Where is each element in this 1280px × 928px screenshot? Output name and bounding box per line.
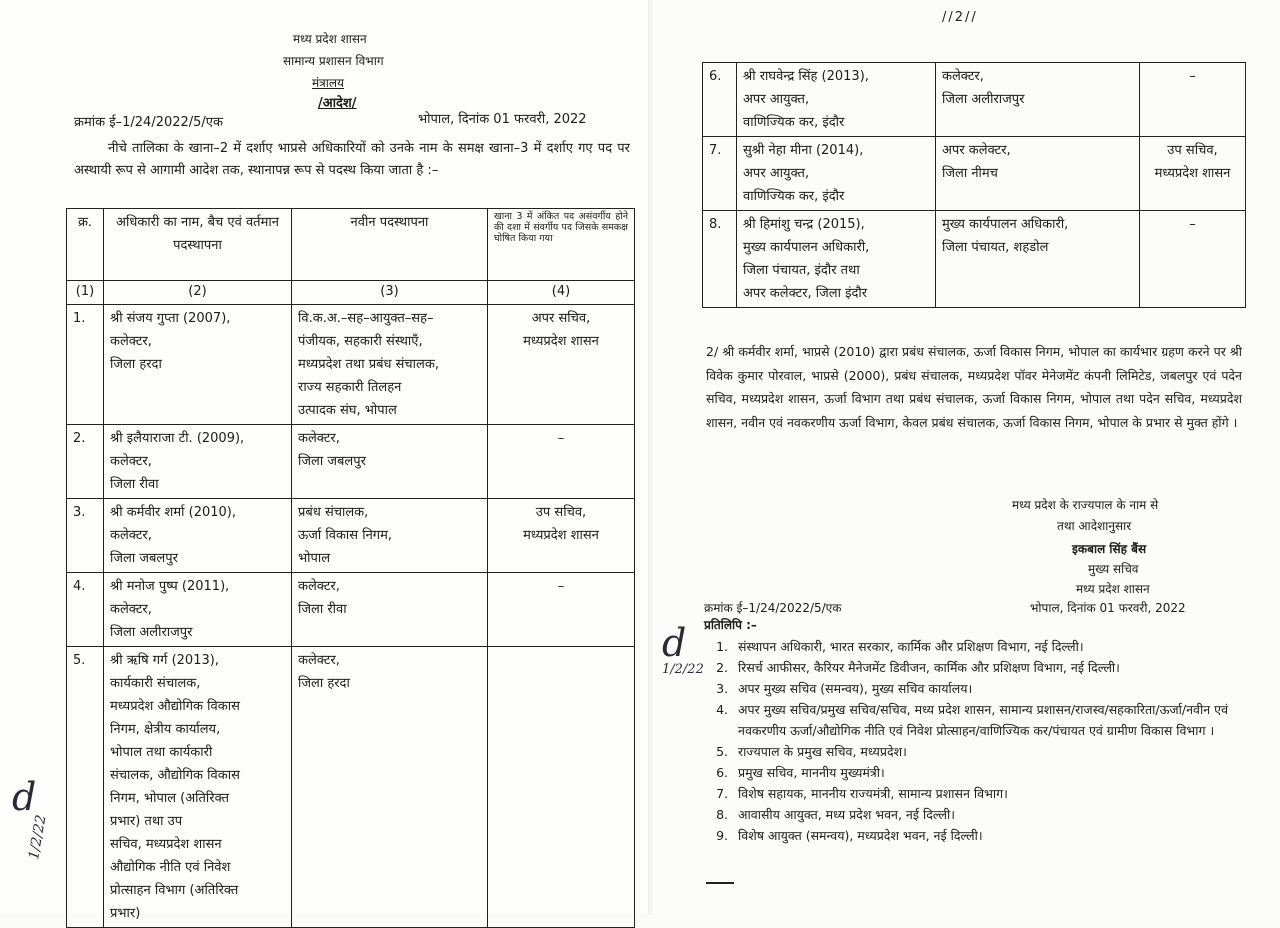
copy-item: 6. प्रमुख सचिव, माननीय मुख्यमंत्री। (732, 762, 1264, 783)
row-equivalent-line: मध्यप्रदेश शासन (523, 528, 599, 543)
header-govt: मध्य प्रदेश शासन (293, 32, 367, 46)
copy-item: 9. विशेष आयुक्त (समन्वय), मध्यप्रदेश भवन, नई दिल्ली। (732, 825, 1264, 846)
row-equivalent (1140, 211, 1246, 308)
row-equivalent-line: मध्यप्रदेश शासन (1154, 166, 1231, 181)
page-2 (652, 0, 1280, 915)
table-row (67, 425, 635, 499)
row-officer-line: श्री ऋषि गर्ग (2013), (110, 653, 219, 668)
signatory-office: मध्य प्रदेश शासन (1076, 582, 1150, 596)
row-new-posting-line: मुख्य कार्यपालन अधिकारी, (942, 217, 1069, 232)
row-officer-line: निगम, भोपाल (अतिरिक्त (110, 791, 229, 806)
row-officer-line: मुख्य कार्यपालन अधिकारी, (743, 240, 870, 255)
copy-item: 2. रिसर्च आफीसर, कैरियर मैनेजमेंट डिवीजन, कार्मिक और प्रशिक्षण विभाग, नई दिल्ली। (732, 657, 1264, 678)
row-equivalent (488, 499, 635, 573)
table-row (703, 63, 1246, 137)
row-officer (737, 63, 936, 137)
row-equivalent-line: मध्यप्रदेश शासन (523, 334, 599, 349)
header-order: /आदेश/ (318, 96, 357, 111)
paragraph-2: 2/ श्री कर्मवीर शर्मा, भाप्रसे (2010) द्वारा प्रबंध संचालक, ऊर्जा विकास निगम, भोपाल का कार्यभार ग्रहण करने पर श्री विवेक कुमार पोरवाल, भाप्रसे (2000), प्रबंध संचालक, मध्यप्रदेश पॉवर मेनेजमेंट कंपनी लिमिटेड, जबलपुर एवं पदेन सचिव, मध्यप्रदेश शासन, ऊर्जा विभाग तथा प्रबंध संचालक, ऊर्जा विकास निगम, भोपाल तथा पदेन सचिव, मध्यप्रदेश शासन, नवीन एवं नवकरणीय ऊर्जा विभाग, केवल प्रबंध संचालक, ऊर्जा विकास निगम, भोपाल के प्रभार से मुक्त होंगे । (706, 344, 1242, 430)
row-officer-line: श्री मनोज पुष्प (2011), (110, 579, 230, 594)
row-officer-line: अपर कलेक्टर, जिला इंदौर (743, 286, 868, 301)
row-new-posting-line: राज्य सहकारी तिलहन (298, 380, 402, 395)
row-serial: 7. (703, 137, 737, 211)
row-new-posting (292, 305, 488, 425)
row-officer (104, 573, 292, 647)
row-officer (104, 425, 292, 499)
row-new-posting-line: जिला नीमच (942, 166, 998, 181)
handwritten-initial (12, 775, 50, 861)
row-officer (737, 211, 936, 308)
table-header-row (67, 209, 635, 281)
row-serial: 2. (67, 425, 104, 499)
initial-mark: d (12, 775, 37, 819)
row-new-posting-line: जिला पंचायत, शहडोल (942, 240, 1049, 255)
header-serial: क्र. (67, 209, 104, 281)
row-equivalent-line: उप सचिव, (1167, 143, 1218, 158)
row-officer-line: कलेक्टर, (110, 602, 152, 617)
row-officer-line: औद्योगिक नीति एवं निवेश (110, 860, 231, 875)
row-new-posting-line: उत्पादक संघ, भोपाल (298, 403, 397, 418)
page-number: //2// (942, 10, 978, 25)
table-row (703, 137, 1246, 211)
row-equivalent (1140, 63, 1246, 137)
row-serial: 5. (67, 647, 104, 928)
row-equivalent (488, 573, 635, 647)
copy-item: 5. राज्यपाल के प्रमुख सचिव, मध्यप्रदेश। (732, 741, 1264, 762)
row-officer-line: भोपाल तथा कार्यकारी (110, 745, 213, 760)
row-officer (104, 499, 292, 573)
row-new-posting-line: पंजीयक, सहकारी संस्थाऍं, (298, 334, 423, 349)
posting-table (66, 208, 635, 928)
row-equivalent-line: – (557, 579, 565, 594)
col-number: (4) (488, 281, 635, 305)
row-officer-line: अपर आयुक्त, (743, 166, 810, 181)
row-officer-line: कलेक्टर, (110, 528, 152, 543)
table-body (67, 305, 635, 928)
col-number: (1) (67, 281, 104, 305)
row-officer-line: श्री राघवेन्द्र सिंह (2013), (743, 69, 869, 84)
row-officer-line: निगम, क्षेत्रीय कार्यालय, (110, 722, 221, 737)
row-serial: 8. (703, 211, 737, 308)
row-serial: 3. (67, 499, 104, 573)
table-row (67, 573, 635, 647)
row-serial: 4. (67, 573, 104, 647)
row-new-posting-line: अपर कलेक्टर, (942, 143, 1011, 158)
row-officer-line: प्रभार) (110, 906, 141, 921)
sign-line-1: मध्य प्रदेश के राज्यपाल के नाम से (1012, 498, 1159, 512)
row-officer-line: प्रोत्साहन विभाग (अतिरिक्त (110, 883, 239, 898)
row-officer-line: जिला रीवा (110, 477, 159, 492)
intro-paragraph: नीचे तालिका के खाना–2 में दर्शाए भाप्रसे अधिकारियों को उनके नाम के समक्ष खाना–3 में दर्शाए गए पद पर अस्थायी रूप से आगामी आदेश तक, स्थानापन्न रूप से पदस्थ किया जाता है :– (74, 141, 630, 178)
row-officer-line: कलेक्टर, (110, 334, 152, 349)
col-number: (2) (104, 281, 292, 305)
row-officer-line: प्रभार) तथा उप (110, 814, 183, 829)
copy-item: 7. विशेष सहायक, माननीय राज्यमंत्री, सामान्य प्रशासन विभाग। (732, 783, 1264, 804)
row-equivalent (488, 425, 635, 499)
row-equivalent-line: – (1189, 69, 1196, 84)
copy-heading: प्रतिलिपि :– (704, 618, 757, 632)
row-serial: 1. (67, 305, 104, 425)
row-new-posting (936, 137, 1140, 211)
row-equivalent-line: अपर सचिव, (531, 311, 591, 326)
row-serial: 6. (703, 63, 737, 137)
row-new-posting (292, 425, 488, 499)
table-row (67, 305, 635, 425)
row-new-posting-line: वि.क.अ.–सह–आयुक्त–सह– (298, 311, 434, 326)
row-officer-line: श्री इलैयाराजा टी. (2009), (110, 431, 245, 446)
row-officer-line: श्री कर्मवीर शर्मा (2010), (110, 505, 236, 520)
col-number: (3) (292, 281, 488, 305)
row-new-posting-line: जिला जबलपुर (298, 454, 366, 469)
row-officer-line: कार्यकारी संचालक, (110, 676, 201, 691)
row-officer-line: जिला जबलपुर (110, 551, 178, 566)
header-officer: अधिकारी का नाम, बैच एवं वर्तमान पदस्थापना (104, 209, 292, 281)
copy-item: 3. अपर मुख्य सचिव (समन्वय), मुख्य सचिव कार्यालय। (732, 678, 1264, 699)
copy-item: 1. संस्थापन अधिकारी, भारत सरकार, कार्मिक और प्रशिक्षण विभाग, नई दिल्ली। (732, 636, 1264, 657)
initial-mark: d (662, 621, 687, 665)
row-new-posting-line: प्रबंध संचालक, (298, 505, 369, 520)
order-number: क्रमांक ई–1/24/2022/5/एक (74, 115, 223, 130)
row-officer-line: अपर आयुक्त, (743, 92, 810, 107)
row-new-posting-line: कलेक्टर, (298, 653, 340, 668)
column-number-row (67, 281, 635, 305)
row-new-posting-line: कलेक्टर, (298, 431, 340, 446)
row-officer-line: सुश्री नेहा मीना (2014), (743, 143, 864, 158)
row-new-posting-line: कलेक्टर, (298, 579, 340, 594)
row-new-posting (936, 211, 1140, 308)
row-new-posting-line: ऊर्जा विकास निगम, (298, 528, 393, 543)
row-officer-line: सचिव, मध्यप्रदेश शासन (110, 837, 222, 852)
row-equivalent (488, 305, 635, 425)
row-officer-line: कलेक्टर, (110, 454, 152, 469)
row-new-posting-line: मध्यप्रदेश तथा प्रबंध संचालक, (298, 357, 439, 372)
order-number-2: क्रमांक ई–1/24/2022/5/एक (704, 601, 842, 615)
header-equivalent: खाना 3 में अंकित पद असंवर्गीय होने की दशा में संवर्गीय पद जिसके समकक्ष घोषित किया गया (488, 209, 635, 281)
header-new-posting: नवीन पदस्थापना (292, 209, 488, 281)
copy-list (714, 636, 1264, 846)
copy-item: 8. आवासीय आयुक्त, मध्य प्रदेश भवन, नई दिल्ली। (732, 804, 1264, 825)
row-new-posting (292, 499, 488, 573)
row-new-posting-line: भोपाल (298, 551, 331, 566)
row-officer-line: जिला अलीराजपुर (110, 625, 193, 640)
row-new-posting (936, 63, 1140, 137)
row-equivalent (488, 647, 635, 928)
table-body (703, 63, 1246, 308)
row-officer-line: वाणिज्यिक कर, इंदौर (743, 115, 845, 130)
row-new-posting-line: जिला अलीराजपुर (942, 92, 1025, 107)
place-date: भोपाल, दिनांक 01 फरवरी, 2022 (418, 112, 587, 127)
row-officer-line: मध्यप्रदेश औद्योगिक विकास (110, 699, 240, 714)
row-officer (104, 305, 292, 425)
row-officer-line: जिला पंचायत, इंदौर तथा (743, 263, 860, 278)
sign-line-2: तथा आदेशानुसार (1057, 519, 1132, 533)
row-officer-line: श्री हिमांशु चन्द्र (2015), (743, 217, 865, 232)
table-row (703, 211, 1246, 308)
table-row (67, 647, 635, 928)
row-new-posting (292, 573, 488, 647)
row-equivalent-line: – (557, 431, 565, 446)
row-new-posting-line: जिला हरदा (298, 676, 350, 691)
row-officer (104, 647, 292, 928)
row-officer-line: श्री संजय गुप्ता (2007), (110, 311, 231, 326)
copy-item: 4. अपर मुख्य सचिव/प्रमुख सचिव/सचिव, मध्य प्रदेश शासन, सामान्य प्रशासन/राजस्व/सहकारिता/ऊर्जा/नवीन एवं नवकरणीय ऊर्जा/औद्योगिक नीति एवं निवेश प्रोत्साहन/वाणिज्यिक कर/पंचायत एवं ग्रामीण विकास विभाग । (732, 699, 1264, 741)
row-officer-line: वाणिज्यिक कर, इंदौर (743, 189, 845, 204)
row-officer-line: संचालक, औद्योगिक विकास (110, 768, 240, 783)
place-date-2: भोपाल, दिनांक 01 फरवरी, 2022 (1030, 601, 1186, 615)
row-officer (737, 137, 936, 211)
signatory-designation: मुख्य सचिव (1088, 562, 1139, 576)
row-equivalent-line: उप सचिव, (535, 505, 587, 520)
header-department: सामान्य प्रशासन विभाग (283, 54, 384, 68)
row-new-posting (292, 647, 488, 928)
row-new-posting-line: कलेक्टर, (942, 69, 984, 84)
row-equivalent (1140, 137, 1246, 211)
row-officer-line: जिला हरदा (110, 357, 162, 372)
initial-date: 1/2/22 (26, 813, 50, 861)
posting-table-continued (702, 62, 1246, 308)
handwritten-initial-2 (662, 621, 704, 677)
signatory-name: इकबाल सिंह बैंस (1072, 542, 1147, 556)
row-new-posting-line: जिला रीवा (298, 602, 347, 617)
header-mantralaya: मंत्रालय (312, 76, 345, 90)
table-row (67, 499, 635, 573)
initial-date: 1/2/22 (662, 662, 704, 677)
row-equivalent-line: – (1189, 217, 1196, 232)
end-rule (706, 882, 734, 884)
